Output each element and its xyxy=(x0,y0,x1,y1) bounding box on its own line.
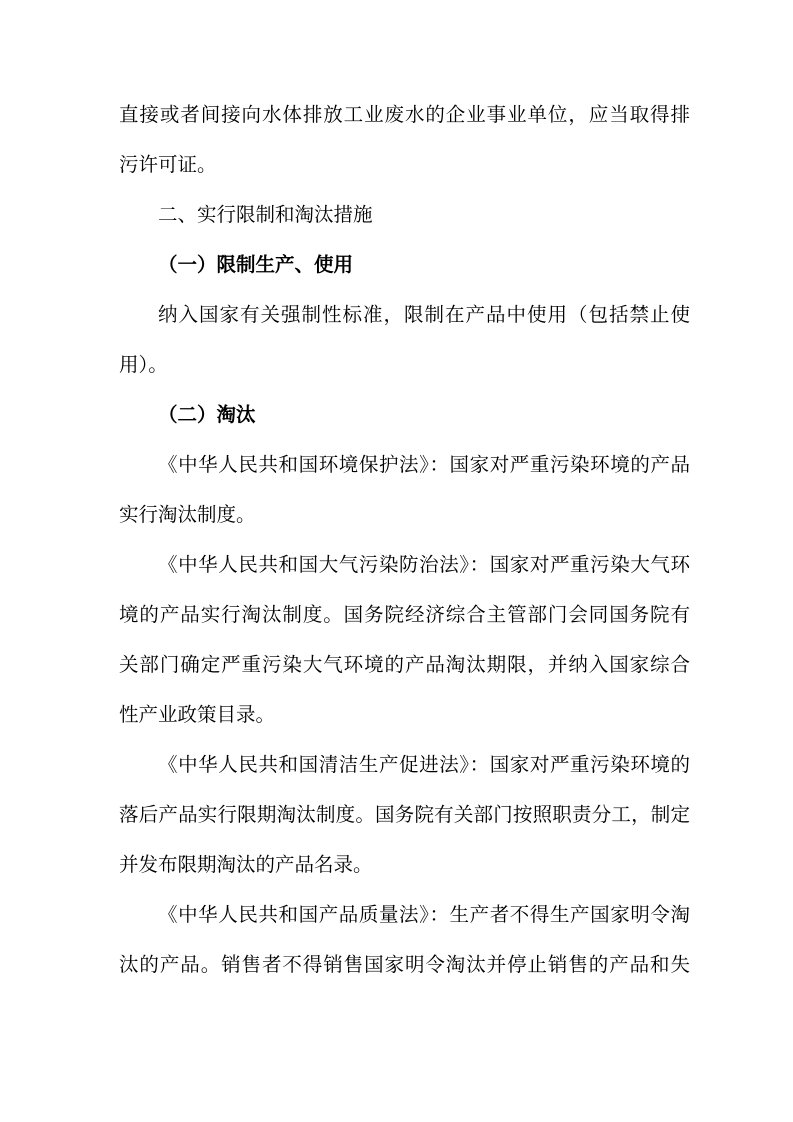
text-line: 境的产品实行淘汰制度。国务院经济综合主管部门会同国务院有 xyxy=(119,604,690,626)
text-line: 污许可证。 xyxy=(119,154,217,176)
text-line: 纳入国家有关强制性标准，限制在产品中使用（包括禁止使 xyxy=(158,304,690,326)
paragraph-section-heading xyxy=(119,190,690,240)
text-line: 《中华人民共和国大气污染防治法》：国家对严重污染大气环 xyxy=(158,554,690,576)
paragraph xyxy=(119,90,690,190)
text-line: 并发布限期淘汰的产品名录。 xyxy=(119,854,373,876)
subsection-heading: （二）淘汰 xyxy=(158,404,256,426)
text-line: 《中华人民共和国清洁生产促进法》：国家对严重污染环境的 xyxy=(158,754,690,776)
subsection-heading: （一）限制生产、使用 xyxy=(158,254,354,276)
paragraph-subsection-heading xyxy=(119,390,690,440)
section-heading: 二、实行限制和淘汰措施 xyxy=(158,204,373,226)
text-column xyxy=(119,90,690,990)
paragraph xyxy=(119,890,690,990)
text-line: 汰的产品。销售者不得销售国家明令淘汰并停止销售的产品和失 xyxy=(119,954,690,976)
text-line: 落后产品实行限期淘汰制度。国务院有关部门按照职责分工，制定 xyxy=(119,804,690,826)
text-line: 实行淘汰制度。 xyxy=(119,504,256,526)
text-line: 《中华人民共和国产品质量法》：生产者不得生产国家明令淘 xyxy=(158,904,690,926)
text-line: 关部门确定严重污染大气环境的产品淘汰期限，并纳入国家综合 xyxy=(119,654,690,676)
text-line: 性产业政策目录。 xyxy=(119,704,276,726)
paragraph xyxy=(119,740,690,890)
paragraph-subsection-heading xyxy=(119,240,690,290)
paragraph xyxy=(119,290,690,390)
paragraph xyxy=(119,540,690,740)
text-line: 用）。 xyxy=(119,354,168,376)
text-line: 《中华人民共和国环境保护法》：国家对严重污染环境的产品 xyxy=(158,454,690,476)
paragraph xyxy=(119,440,690,540)
text-line: 直接或者间接向水体排放工业废水的企业事业单位，应当取得排 xyxy=(119,104,690,126)
